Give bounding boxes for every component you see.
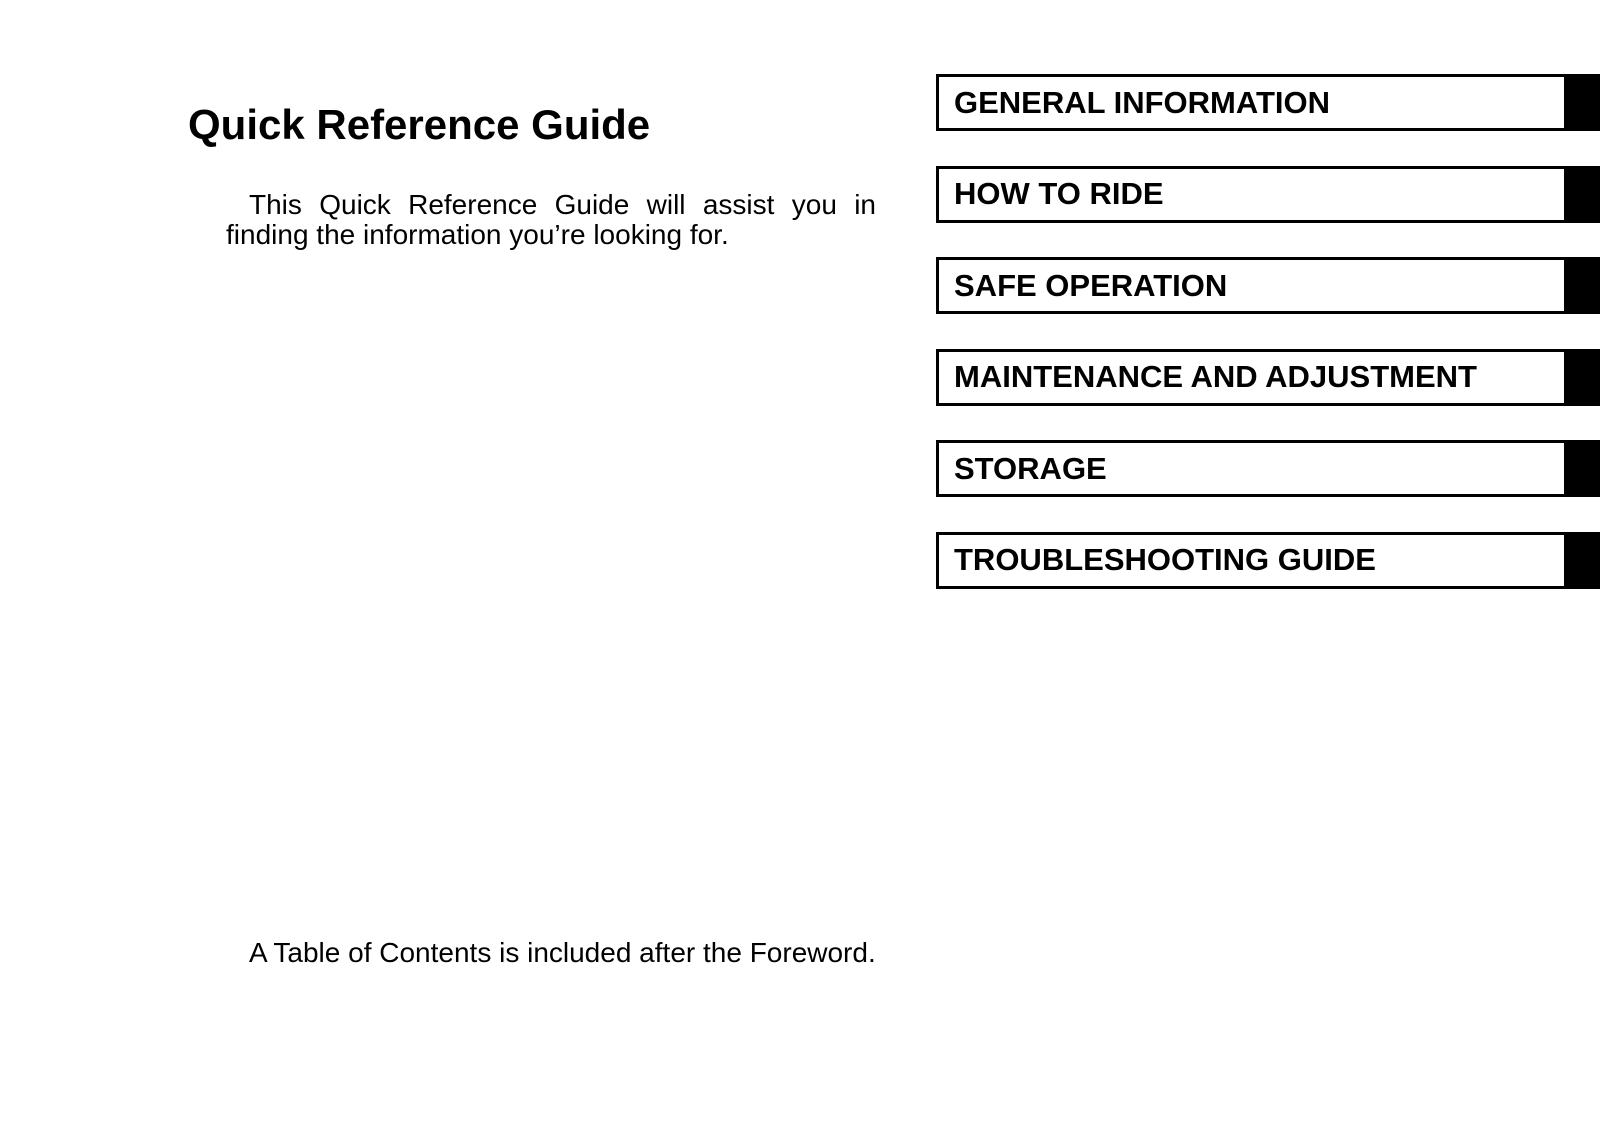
index-tab-label: HOW TO RIDE: [954, 176, 1164, 211]
index-tab-general-information[interactable]: [936, 74, 1600, 131]
index-tab-storage[interactable]: [936, 440, 1600, 497]
index-tab-marker: [1564, 74, 1600, 131]
intro-paragraph: This Quick Reference Guide will assist you in finding the information you’re looking for.: [226, 189, 876, 250]
index-tab-marker: [1564, 532, 1600, 589]
index-tab-marker: [1564, 349, 1600, 406]
index-tab-marker: [1564, 257, 1600, 314]
index-tab-maintenance-and-adjustment[interactable]: [936, 349, 1600, 406]
index-tab-label: SAFE OPERATION: [954, 267, 1228, 303]
index-tab-marker: [1564, 166, 1600, 223]
index-tab-label: STORAGE: [954, 450, 1107, 486]
page-title: Quick Reference Guide: [188, 101, 651, 148]
index-tab-troubleshooting-guide[interactable]: [936, 532, 1600, 589]
index-tab-label: GENERAL INFORMATION: [954, 84, 1331, 120]
index-tab-safe-operation[interactable]: [936, 257, 1600, 314]
table-of-contents-note: A Table of Contents is included after the Foreword.: [249, 937, 876, 968]
section-index: [936, 74, 1600, 623]
index-tab-how-to-ride[interactable]: [936, 166, 1600, 223]
index-tab-marker: [1564, 440, 1600, 497]
index-tab-label: MAINTENANCE AND ADJUSTMENT: [954, 359, 1477, 394]
index-tab-label: TROUBLESHOOTING GUIDE: [954, 542, 1376, 577]
